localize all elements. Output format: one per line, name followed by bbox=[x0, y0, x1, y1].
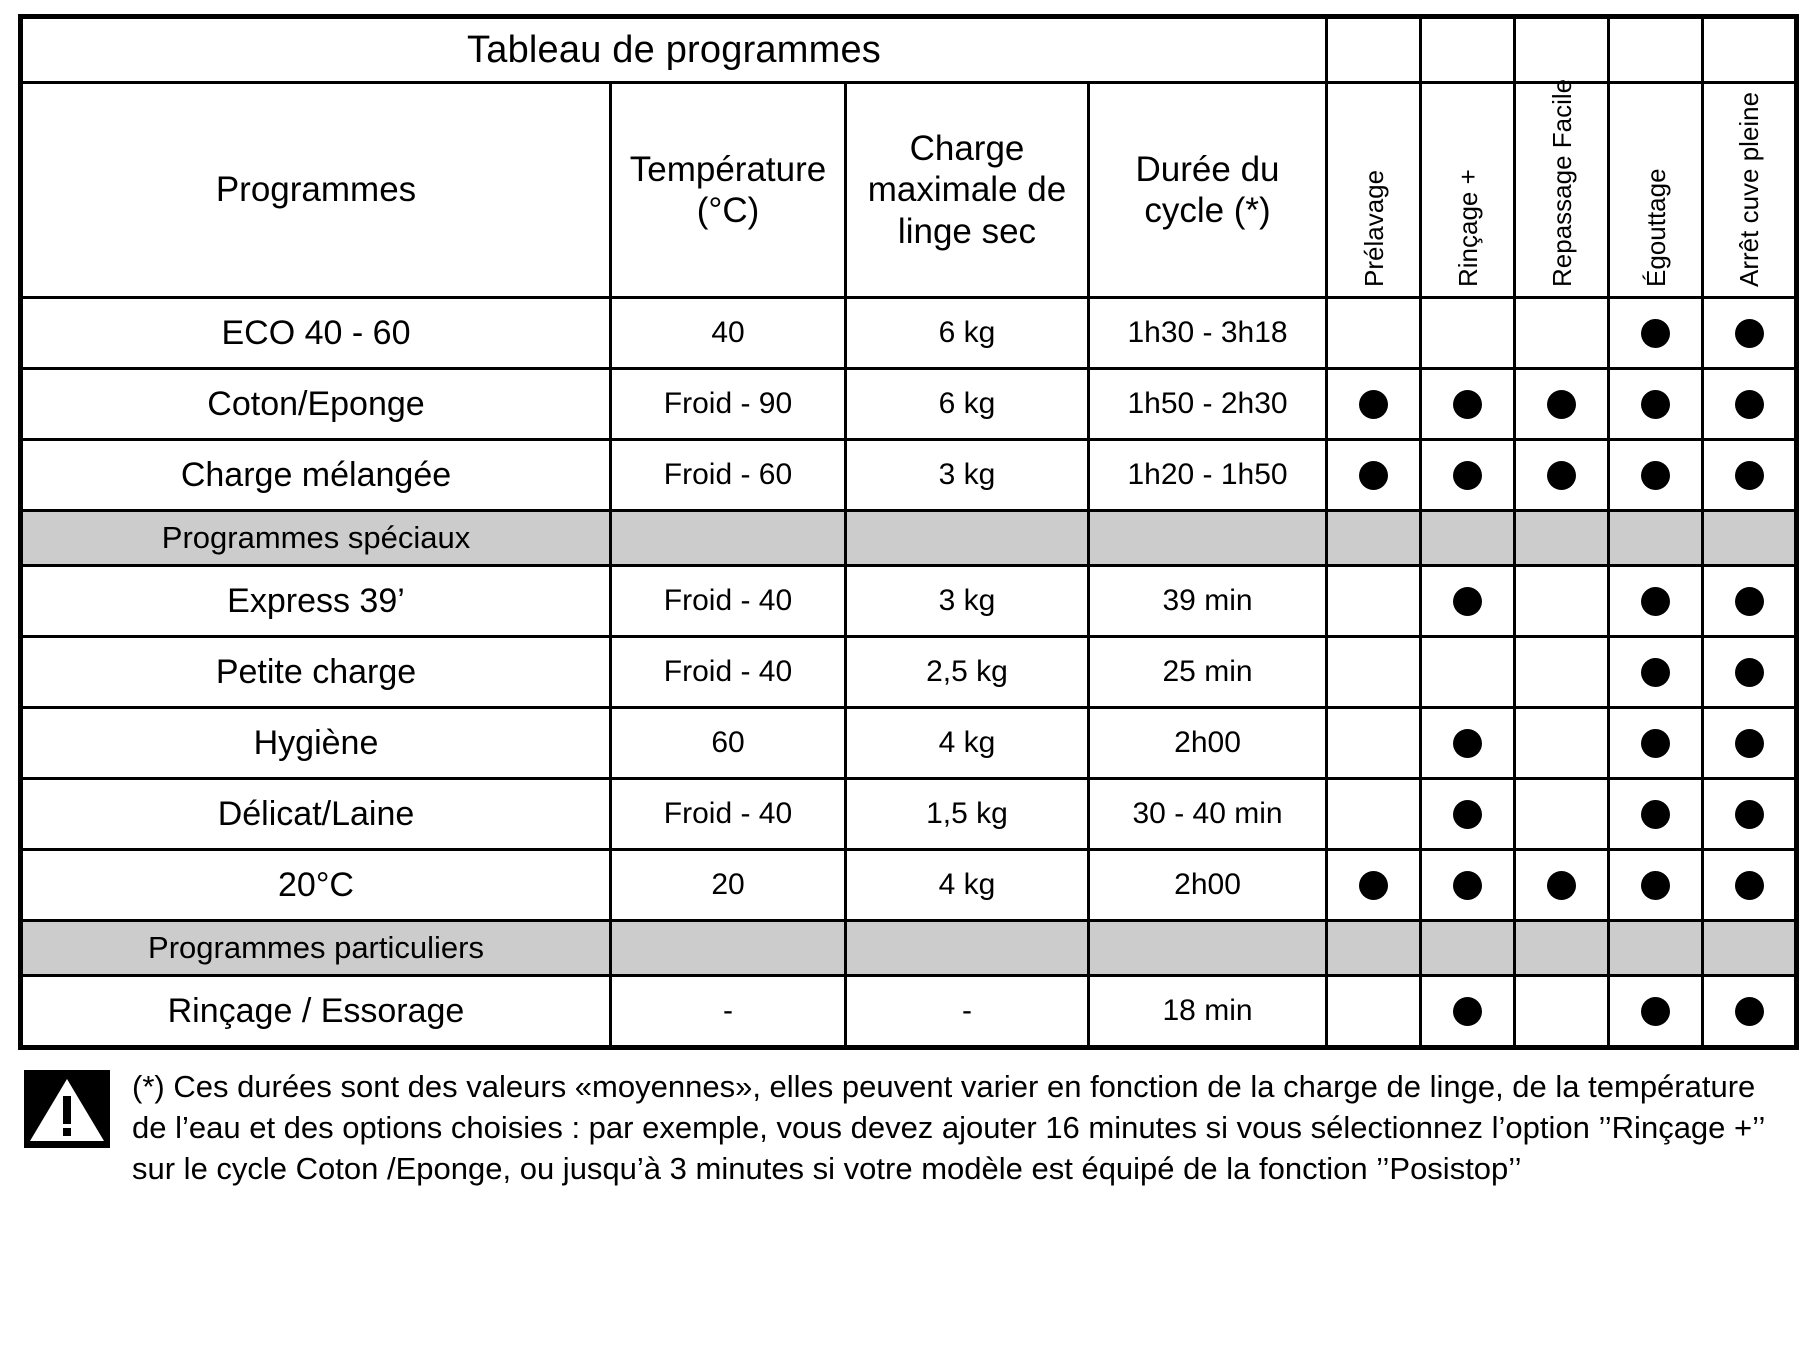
header-option-repassage-facile bbox=[1515, 78, 1609, 298]
filled-dot-icon bbox=[1735, 587, 1764, 616]
filled-dot-icon bbox=[1547, 871, 1576, 900]
programme-temperature: Froid - 40 bbox=[611, 637, 846, 708]
programme-charge: 3 kg bbox=[846, 440, 1089, 511]
filled-dot-icon bbox=[1453, 729, 1482, 758]
programme-charge: 3 kg bbox=[846, 566, 1089, 637]
table-row bbox=[21, 637, 1797, 708]
header-option-rincage-plus bbox=[1421, 83, 1515, 298]
programme-temperature: Froid - 40 bbox=[611, 779, 846, 850]
filled-dot-icon bbox=[1735, 390, 1764, 419]
option-arret-cuve-pleine-cell bbox=[1703, 298, 1797, 369]
header-option-egouttage bbox=[1609, 83, 1703, 298]
option-arret-cuve-pleine-cell bbox=[1703, 976, 1797, 1048]
filled-dot-icon bbox=[1547, 461, 1576, 490]
programme-duree: 18 min bbox=[1089, 976, 1327, 1048]
programme-name: ECO 40 - 60 bbox=[21, 298, 611, 369]
option-egouttage-cell bbox=[1609, 779, 1703, 850]
header-duree bbox=[1089, 83, 1327, 298]
filled-dot-icon bbox=[1641, 997, 1670, 1026]
programme-duree: 2h00 bbox=[1089, 708, 1327, 779]
header-option-label: Prélavage bbox=[1358, 169, 1389, 287]
header-temperature bbox=[611, 83, 846, 298]
option-repassage-facile-cell bbox=[1515, 298, 1609, 369]
title-spacer-3 bbox=[1515, 17, 1609, 83]
programme-temperature: 60 bbox=[611, 708, 846, 779]
section-blank-cell bbox=[1515, 921, 1609, 976]
option-repassage-facile-cell bbox=[1515, 976, 1609, 1048]
table-row bbox=[21, 566, 1797, 637]
option-prelavage-cell bbox=[1327, 440, 1421, 511]
section-label: Programmes spéciaux bbox=[21, 511, 611, 566]
option-repassage-facile-cell bbox=[1515, 637, 1609, 708]
option-egouttage-cell bbox=[1609, 440, 1703, 511]
filled-dot-icon bbox=[1735, 997, 1764, 1026]
footnote-text: (*) Ces durées sont des valeurs «moyennes», elles peuvent varier en fonction de la charge de linge, de la température de l’eau et des options choisies : par exemple, vous devez ajouter 16 minutes si vous sélectionnez l’option ’’Rinçage +’’ sur le cycle Coton /Eponge, ou jusqu’à 3 minutes si votre modèle est équipé de la fonction ’’Posistop’’ bbox=[132, 1069, 1765, 1187]
filled-dot-icon bbox=[1735, 319, 1764, 348]
option-prelavage-cell bbox=[1327, 637, 1421, 708]
vertical-label-wrap bbox=[1516, 78, 1607, 293]
filled-dot-icon bbox=[1641, 729, 1670, 758]
section-blank-cell bbox=[1703, 921, 1797, 976]
option-repassage-facile-cell bbox=[1515, 708, 1609, 779]
option-arret-cuve-pleine-cell bbox=[1703, 369, 1797, 440]
option-prelavage-cell bbox=[1327, 369, 1421, 440]
section-blank-cell bbox=[846, 511, 1089, 566]
title-spacer-2 bbox=[1421, 17, 1515, 83]
programme-duree: 2h00 bbox=[1089, 850, 1327, 921]
section-blank-cell bbox=[1327, 921, 1421, 976]
programme-charge: 4 kg bbox=[846, 708, 1089, 779]
filled-dot-icon bbox=[1453, 461, 1482, 490]
table-title-row bbox=[21, 17, 1797, 83]
programme-name: Hygiène bbox=[21, 708, 611, 779]
filled-dot-icon bbox=[1641, 800, 1670, 829]
option-arret-cuve-pleine-cell bbox=[1703, 850, 1797, 921]
programme-name: Coton/Eponge bbox=[21, 369, 611, 440]
programme-temperature: - bbox=[611, 976, 846, 1048]
section-blank-cell bbox=[846, 921, 1089, 976]
option-egouttage-cell bbox=[1609, 637, 1703, 708]
title-spacer-5 bbox=[1703, 17, 1797, 83]
section-blank-cell bbox=[1515, 511, 1609, 566]
option-arret-cuve-pleine-cell bbox=[1703, 440, 1797, 511]
table-title: Tableau de programmes bbox=[21, 17, 1327, 83]
filled-dot-icon bbox=[1641, 587, 1670, 616]
header-option-label: Repassage Facile bbox=[1546, 78, 1577, 287]
programme-name: Charge mélangée bbox=[21, 440, 611, 511]
filled-dot-icon bbox=[1735, 800, 1764, 829]
option-rincage-plus-cell bbox=[1421, 440, 1515, 511]
filled-dot-icon bbox=[1359, 461, 1388, 490]
section-blank-cell bbox=[1421, 511, 1515, 566]
option-arret-cuve-pleine-cell bbox=[1703, 708, 1797, 779]
section-blank-cell bbox=[1703, 511, 1797, 566]
section-blank-cell bbox=[1609, 921, 1703, 976]
option-rincage-plus-cell bbox=[1421, 708, 1515, 779]
header-charge-line3: linge sec bbox=[897, 211, 1037, 251]
header-duree-line2: cycle (*) bbox=[1144, 191, 1271, 230]
programme-charge: 2,5 kg bbox=[846, 637, 1089, 708]
section-blank-cell bbox=[611, 511, 846, 566]
option-repassage-facile-cell bbox=[1515, 440, 1609, 511]
filled-dot-icon bbox=[1453, 390, 1482, 419]
programme-duree: 1h20 - 1h50 bbox=[1089, 440, 1327, 511]
programme-duree: 1h30 - 3h18 bbox=[1089, 298, 1327, 369]
header-temperature-line2: (°C) bbox=[696, 191, 760, 230]
section-blank-cell bbox=[1089, 921, 1327, 976]
section-blank-cell bbox=[611, 921, 846, 976]
programme-duree: 25 min bbox=[1089, 637, 1327, 708]
title-spacer-1 bbox=[1327, 17, 1421, 83]
table-row bbox=[21, 369, 1797, 440]
table-body bbox=[21, 17, 1797, 1048]
programme-charge: 6 kg bbox=[846, 369, 1089, 440]
header-option-arret-cuve-pleine bbox=[1703, 83, 1797, 298]
filled-dot-icon bbox=[1641, 461, 1670, 490]
option-egouttage-cell bbox=[1609, 298, 1703, 369]
option-arret-cuve-pleine-cell bbox=[1703, 566, 1797, 637]
filled-dot-icon bbox=[1641, 658, 1670, 687]
section-blank-cell bbox=[1421, 921, 1515, 976]
filled-dot-icon bbox=[1735, 871, 1764, 900]
header-duree-line1: Durée du bbox=[1135, 149, 1280, 189]
table-row bbox=[21, 850, 1797, 921]
option-rincage-plus-cell bbox=[1421, 369, 1515, 440]
section-label: Programmes particuliers bbox=[21, 921, 611, 976]
programme-name: Délicat/Laine bbox=[21, 779, 611, 850]
programme-temperature: Froid - 40 bbox=[611, 566, 846, 637]
filled-dot-icon bbox=[1453, 587, 1482, 616]
filled-dot-icon bbox=[1641, 319, 1670, 348]
header-charge-line2: maximale de bbox=[867, 170, 1067, 210]
filled-dot-icon bbox=[1735, 658, 1764, 687]
option-repassage-facile-cell bbox=[1515, 369, 1609, 440]
programme-duree: 39 min bbox=[1089, 566, 1327, 637]
header-option-label: Rinçage + bbox=[1452, 168, 1483, 287]
header-charge bbox=[846, 83, 1089, 298]
table-section-row bbox=[21, 511, 1797, 566]
filled-dot-icon bbox=[1359, 390, 1388, 419]
option-egouttage-cell bbox=[1609, 369, 1703, 440]
programme-temperature: Froid - 60 bbox=[611, 440, 846, 511]
vertical-label-wrap bbox=[1704, 88, 1794, 293]
option-rincage-plus-cell bbox=[1421, 976, 1515, 1048]
footnote bbox=[18, 1066, 1794, 1190]
option-rincage-plus-cell bbox=[1421, 298, 1515, 369]
filled-dot-icon bbox=[1641, 871, 1670, 900]
option-rincage-plus-cell bbox=[1421, 779, 1515, 850]
programme-charge: - bbox=[846, 976, 1089, 1048]
programme-charge: 4 kg bbox=[846, 850, 1089, 921]
option-arret-cuve-pleine-cell bbox=[1703, 779, 1797, 850]
header-charge-line1: Charge bbox=[909, 129, 1025, 169]
warning-triangle-icon bbox=[24, 1070, 110, 1148]
option-egouttage-cell bbox=[1609, 976, 1703, 1048]
vertical-label-wrap bbox=[1610, 88, 1701, 293]
header-temperature-line1: Température bbox=[629, 149, 827, 189]
programme-name: Express 39’ bbox=[21, 566, 611, 637]
table-row bbox=[21, 440, 1797, 511]
option-egouttage-cell bbox=[1609, 708, 1703, 779]
programme-charge: 1,5 kg bbox=[846, 779, 1089, 850]
table-row bbox=[21, 779, 1797, 850]
option-rincage-plus-cell bbox=[1421, 637, 1515, 708]
title-spacer-4 bbox=[1609, 17, 1703, 83]
option-repassage-facile-cell bbox=[1515, 850, 1609, 921]
option-prelavage-cell bbox=[1327, 708, 1421, 779]
vertical-label-wrap bbox=[1422, 88, 1513, 293]
filled-dot-icon bbox=[1453, 997, 1482, 1026]
filled-dot-icon bbox=[1453, 800, 1482, 829]
programme-duree: 1h50 - 2h30 bbox=[1089, 369, 1327, 440]
option-egouttage-cell bbox=[1609, 566, 1703, 637]
programme-name: Rinçage / Essorage bbox=[21, 976, 611, 1048]
programme-charge: 6 kg bbox=[846, 298, 1089, 369]
programme-name: Petite charge bbox=[21, 637, 611, 708]
programme-temperature: 40 bbox=[611, 298, 846, 369]
vertical-label-wrap bbox=[1328, 88, 1419, 293]
section-blank-cell bbox=[1609, 511, 1703, 566]
option-prelavage-cell bbox=[1327, 976, 1421, 1048]
table-row bbox=[21, 298, 1797, 369]
filled-dot-icon bbox=[1359, 871, 1388, 900]
option-arret-cuve-pleine-cell bbox=[1703, 637, 1797, 708]
filled-dot-icon bbox=[1641, 390, 1670, 419]
programme-temperature: 20 bbox=[611, 850, 846, 921]
filled-dot-icon bbox=[1735, 729, 1764, 758]
table-row bbox=[21, 708, 1797, 779]
option-repassage-facile-cell bbox=[1515, 779, 1609, 850]
header-option-prelavage bbox=[1327, 83, 1421, 298]
programme-name: 20°C bbox=[21, 850, 611, 921]
option-prelavage-cell bbox=[1327, 566, 1421, 637]
section-blank-cell bbox=[1327, 511, 1421, 566]
section-blank-cell bbox=[1089, 511, 1327, 566]
option-prelavage-cell bbox=[1327, 779, 1421, 850]
option-repassage-facile-cell bbox=[1515, 566, 1609, 637]
programme-temperature: Froid - 90 bbox=[611, 369, 846, 440]
filled-dot-icon bbox=[1547, 390, 1576, 419]
header-option-label: Égouttage bbox=[1640, 167, 1671, 287]
filled-dot-icon bbox=[1735, 461, 1764, 490]
programme-duree: 30 - 40 min bbox=[1089, 779, 1327, 850]
option-prelavage-cell bbox=[1327, 850, 1421, 921]
table-section-row bbox=[21, 921, 1797, 976]
programmes-table bbox=[18, 14, 1799, 1050]
option-egouttage-cell bbox=[1609, 850, 1703, 921]
option-prelavage-cell bbox=[1327, 298, 1421, 369]
table-header-row bbox=[21, 83, 1797, 298]
filled-dot-icon bbox=[1453, 871, 1482, 900]
option-rincage-plus-cell bbox=[1421, 566, 1515, 637]
table-row bbox=[21, 976, 1797, 1048]
option-rincage-plus-cell bbox=[1421, 850, 1515, 921]
header-option-label: Arrêt cuve pleine bbox=[1734, 91, 1765, 287]
header-programmes: Programmes bbox=[21, 83, 611, 298]
